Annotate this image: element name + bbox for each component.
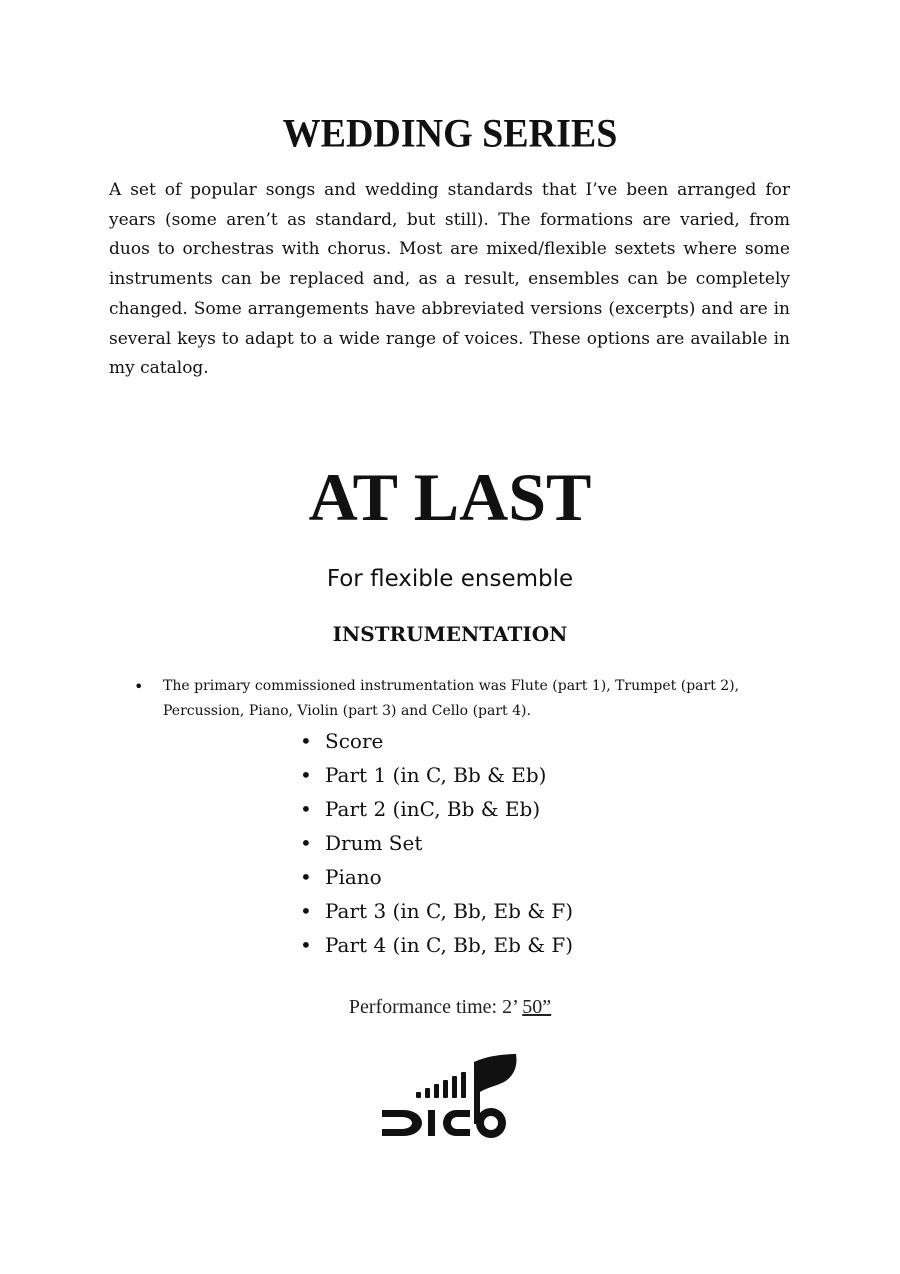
instrumentation-note-list — [134, 674, 794, 724]
list-item: • Score — [298, 724, 718, 758]
instrumentation-note: • The primary commissioned instrumentation was Flute (part 1), Trumpet (part 2), Percussion, Piano, Violin (part 3) and Cello (part 4). — [134, 674, 794, 724]
performance-time-label: Performance time: 2’ — [348, 996, 523, 1018]
song-subtitle: For flexible ensemble — [326, 566, 574, 592]
list-item: • Part 3 (in C, Bb, Eb & F) — [298, 894, 718, 928]
list-item: • Part 4 (in C, Bb, Eb & F) — [298, 928, 718, 962]
instrumentation-heading: INSTRUMENTATION — [332, 622, 568, 646]
list-item: • Part 2 (inC, Bb & Eb) — [298, 792, 718, 826]
list-item: • Piano — [298, 860, 718, 894]
parts-list — [298, 724, 718, 962]
series-title: WEDDING SERIES — [282, 111, 618, 157]
list-item: • Drum Set — [298, 826, 718, 860]
performance-time-seconds: 50” — [522, 996, 552, 1018]
performance-time — [0, 996, 900, 1019]
list-item: • Part 1 (in C, Bb & Eb) — [298, 758, 718, 792]
series-description: A set of popular songs and wedding standards that I’ve been arranged for years (some aren’t as standard, but still). The formations are varied, from duos to orchestras with chorus. Most are mixed/flexible sextets where some instruments can be replaced and, as a result, ensembles can be completely changed. Some arrangements have abbreviated versions (excerpts) and are in several keys to adapt to a wide range of voices. These options are available in my catalog. — [109, 180, 790, 379]
dico-logo-icon — [378, 1052, 523, 1147]
song-title: AT LAST — [308, 459, 592, 535]
